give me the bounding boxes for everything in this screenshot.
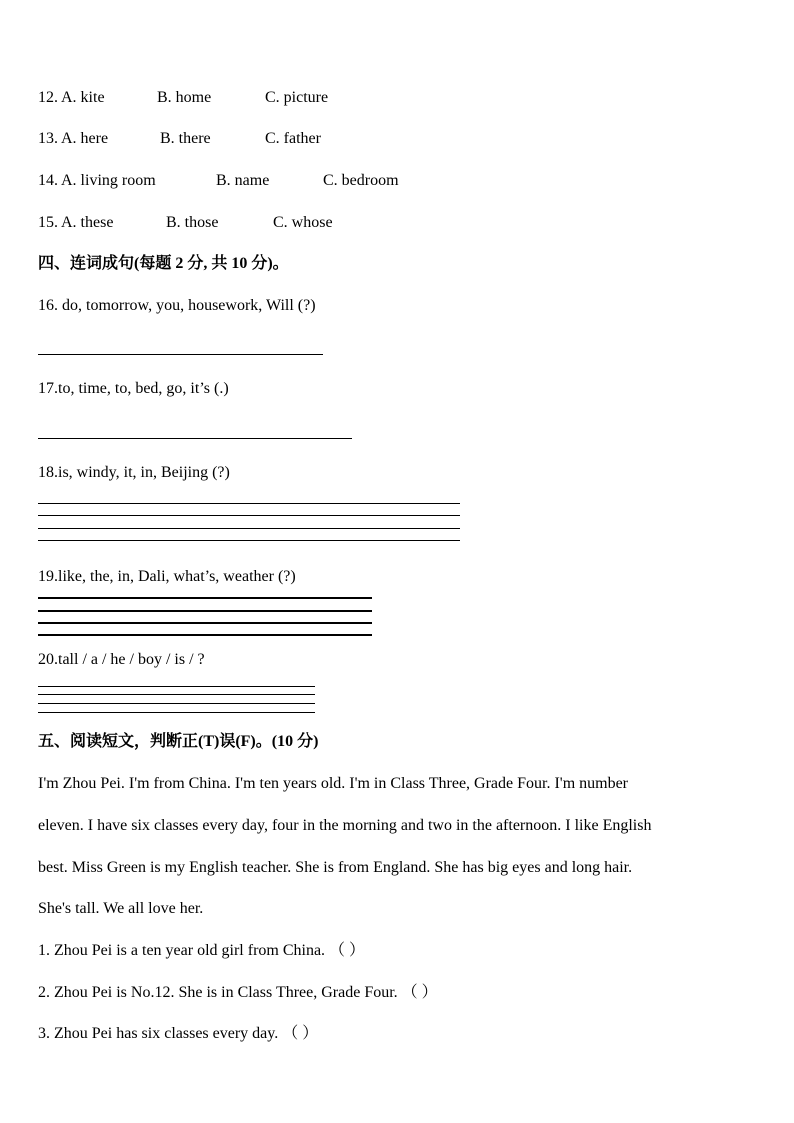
option-b: B. name: [216, 172, 270, 189]
option-b: B. home: [157, 89, 212, 106]
sentence-item-20: 20.tall / a / he / boy / is / ?: [38, 651, 205, 668]
question-number: 13.: [38, 130, 58, 147]
answer-line: [38, 515, 460, 516]
answer-line: [38, 686, 315, 687]
option-c: C. bedroom: [323, 172, 399, 189]
answer-line: [38, 610, 372, 612]
passage-line: She's tall. We all love her.: [38, 900, 204, 917]
sentence-item-17: 17.to, time, to, bed, go, it’s (.): [38, 380, 229, 397]
section-5-title: 五、阅读短文，判断正(T)误(F)。(10 分): [38, 733, 319, 750]
tf-question-3: 3. Zhou Pei has six classes every day. （ ）: [38, 1025, 319, 1042]
passage-line: I'm Zhou Pei. I'm from China. I'm ten years old. I'm in Class Three, Grade Four. I'm number: [38, 775, 629, 792]
answer-line: [38, 438, 352, 439]
option-b: B. there: [160, 130, 211, 147]
option-c: C. whose: [273, 214, 333, 231]
answer-line: [38, 354, 323, 355]
option-c: C. father: [265, 130, 321, 147]
option-a: A. these: [61, 214, 114, 231]
passage-line: eleven. I have six classes every day, four in the morning and two in the afternoon. I like English: [38, 817, 652, 834]
sentence-item-18: 18.is, windy, it, in, Beijing (?): [38, 464, 230, 481]
answer-line: [38, 712, 315, 713]
tf-question-1: 1. Zhou Pei is a ten year old girl from China. （ ）: [38, 942, 366, 959]
answer-line: [38, 694, 315, 695]
option-a: A. here: [61, 130, 109, 147]
answer-line: [38, 703, 315, 704]
question-number: 12.: [38, 89, 58, 106]
answer-line: [38, 622, 372, 624]
question-number: 14.: [38, 172, 58, 189]
option-a: A. living room: [61, 172, 156, 189]
answer-line: [38, 528, 460, 529]
option-b: B. those: [166, 214, 219, 231]
passage-line: best. Miss Green is my English teacher. She is from England. She has big eyes and long hair.: [38, 859, 633, 876]
section-4-title: 四、连词成句(每题 2 分, 共 10 分)。: [38, 255, 289, 272]
answer-line: [38, 597, 372, 599]
sentence-item-16: 16. do, tomorrow, you, housework, Will (?): [38, 297, 316, 314]
answer-line: [38, 634, 372, 636]
option-c: C. picture: [265, 89, 329, 106]
option-a: A. kite: [61, 89, 105, 106]
question-number: 15.: [38, 214, 58, 231]
sentence-item-19: 19.like, the, in, Dali, what’s, weather (?): [38, 568, 296, 585]
answer-line: [38, 540, 460, 541]
tf-question-2: 2. Zhou Pei is No.12. She is in Class Three, Grade Four. （ ）: [38, 984, 438, 1001]
answer-line: [38, 503, 460, 504]
